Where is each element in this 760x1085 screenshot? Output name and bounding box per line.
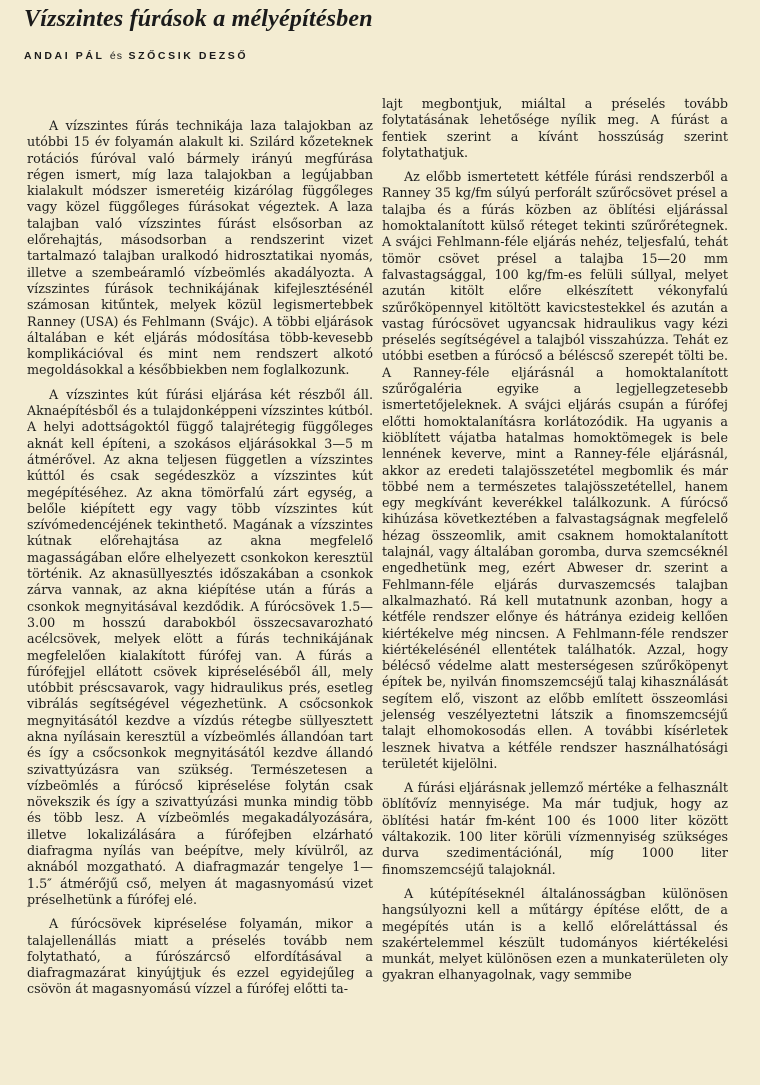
author-conjunction: és — [109, 50, 124, 62]
paragraph: A fúrócsövek kipréselése folyamán, mikor a talajellenállás miatt a préselés tovább nem folytatható, a fúrószárcső elfordításával a diafragmazárat kinyújtjuk és ezzel egyidejűleg a csövön át magasnyomású vízzel a fúrófej előtti ta- — [27, 916, 373, 997]
article-authors — [24, 50, 248, 62]
paragraph: A vízszintes fúrás technikája laza talajokban az utóbbi 15 év folyamán alakult ki. Szilárd kőzeteknek rotációs fúróval való bármely irányú megfúrása régen ismert, míg laza talajokban a legújabban kialakult módszer ismeretéig kizárólag függőleges vagy közel függőleges fúrásokat végeztek. A laza talajban való vízszintes fúrást elsősorban az előrehajtás, másodsorban a rendszerint vizet tartalmazó talajban uralkodó hidrosztatikai nyomás, illetve a szembeáramló vízbeömlés akadályozta. A vízszintes fúrások technikájának kifejlesztésénél számosan kitűntek, melyek közül legismertebbek Ranney (USA) és Fehlmann (Svájc). A többi eljárások általában e két eljárás módosítása több-kevesebb komplikációval és mint nem rendszert alkotó megoldásokkal a későbbiekben nem foglalkozunk. — [27, 118, 373, 378]
right-column — [382, 96, 728, 992]
author-1: ANDAI PÁL — [24, 50, 105, 62]
article-title: Vízszintes fúrások a mélyépítésben — [24, 6, 373, 32]
paragraph-continued: lajt megbontjuk, miáltal a préselés tovább folytatásának lehetősége nyílik meg. A fúrást a fentiek szerint a kívánt hosszúság szerint folytathatjuk. — [382, 96, 728, 160]
paragraph: A vízszintes kút fúrási eljárása két részből áll. Aknaépítésből és a tulajdonképpeni vízszintes kútból. A helyi adottságoktól függő talajrétegig függőleges aknát kell építeni, a szokásos eljárásokkal 3—5 m átmérővel. Az akna teljesen független a vízszintes kúttól és csak segédeszköz a vízszintes kút megépítéséhez. Az akna tömörfalú zárt egység, a belőle kiépített egy vagy több vízszintes kút szívómedencéjének tekinthető. Magának a vízszintes kútnak előrehajtása az akna megfelelő magasságában előre elhelyezett csonkokon keresztül történik. Az aknasüllyesztés időszakában a csonkok zárva vannak, az akna kiépítése után a fúrás a csonkok megnyitásával kezdődik. A fúrócsövek 1.5—3.00 m hosszú darabokból összecsavarozható acélcsövek, melyek elött a fúrás technikájának megfelelően kialakított fúrófej van. A fúrás a fúrófejjel ellátott csövek kipréseléséből áll, mely utóbbit préscsavarok, vagy hidraulikus prés, esetleg vibrálás segítségével végezhetünk. A csőcsonkok megnyitásától kezdve a vízdús rétegbe süllyesztett akna nyílásain keresztül a vízbeömlés állandóan tart és így a csőcsonkok megnyitásától kezdve állandó szivattyúzásra van szükség. Természetesen a vízbeömlés a fúrócső kipréselése folytán csak növekszik és így a szivattyúzási munka mindig több és több lesz. A vízbeömlés megakadályozására, illetve lokalizálására a fúrófejben elzárható diafragma nyílás van beépítve, mely kívülről, az aknából mozgatható. A diafragmazár tengelye 1—1.5″ átmérőjű cső, melyen át magasnyomású vizet préselhetünk a fúrófej elé. — [27, 386, 373, 907]
paragraph: A kútépítéseknél általánosságban különösen hangsúlyozni kell a műtárgy építése előtt, de a megépítés után is a kellő előreláttással és szakértelemmel készült tudományos kiértékelési munkát, melyet különösen ezen a munkaterületen oly gyakran elhanyagolnak, vagy semmibe — [382, 885, 728, 983]
paragraph: A fúrási eljárásnak jellemző mértéke a felhasznált öblítővíz mennyisége. Ma már tudjuk, hogy az öblítési határ fm-ként 100 és 1000 liter között váltakozik. 100 liter körüli vízmennyiség szükséges durva szedimentációnál, míg 1000 liter finomszemcséjű talajoknál. — [382, 780, 728, 877]
author-2: SZŐCSIK DEZSŐ — [128, 50, 249, 62]
paragraph: Az előbb ismertetett kétféle fúrási rendszerből a Ranney 35 kg/fm súlyú perforált szűrőcsövet présel a talajba és a fúrás közben az öblítési eljárással homoktalanított külső réteget tekinti szűrőrétegnek. A svájci Fehlmann-féle eljárás nehéz, teljesfalú, tehát tömör csövet présel a talajba 15—20 mm falvastagsággal, 100 kg/fm-es felüli súllyal, melyet azután kitölt előre elkészített vékonyfalú szűrőköpennyel kitöltött kavicstestekkel és azután a vastag fúrócsövet ugyancsak hidraulikus vagy kézi préselés segítségével a talajból visszahúzza. Tehát ez utóbbi esetben a fúrócső a béléscső szerepét tölti be. A Ranney-féle eljárásnál a homoktalanított szűrőgaléria egyike a legjellegzetesebb ismertetőjeleknek. A svájci eljárás csupán a fúrófej előtti homoktalanításra korlátozódik. Ha ugyanis a kiöblített vájatba hatalmas homoktömegek is bele lennének keverve, mint a Ranney-féle eljárásnál, akkor az eredeti talajösszetétel megbomlik és már többé nem a természetes talajösszetétellel, hanem egy megkívánt keverékkel találkozunk. A fúrócső kihúzása következtében a falvastagságnak megfelelő hézag összeomlik, amit csaknem homoktalanított talajnál, vagy általában goromba, durva szemcséknél engedhetünk meg, ezért Abweser dr. szerint a Fehlmann-féle eljárás durvaszemcsés talajban alkalmazható. Rá kell mutatnunk azonban, hogy a kétféle rendszer előnye és hátránya ezideig kellően kiértékelve még nincsen. A Fehlmann-féle rendszer kiértékelésénél ellentétek találhatók. Azzal, hogy bélécső védelme alatt mesterségesen szűrőköpenyt építek be, nyilván finomszemcséjű talaj kihasználását segítem elő, viszont az előbb említett összeomlási jelenség veszélyeztetni látszik a finomszemcséjű talajt elhomokosodás ellen. A további kísérletek lesznek hivatva a kétféle rendszer használhatósági területét kijelölni. — [382, 169, 728, 771]
left-column — [27, 118, 373, 1006]
